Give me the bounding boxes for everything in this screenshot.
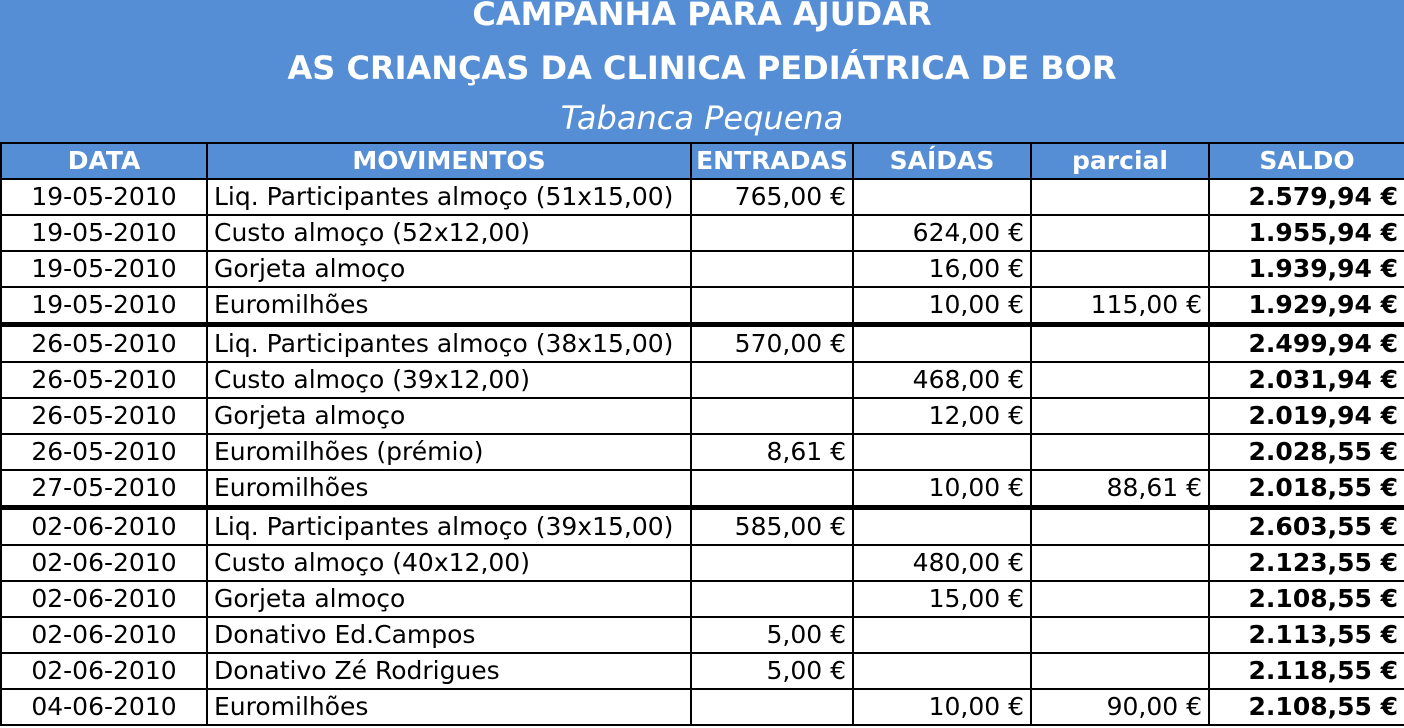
cell-parcial: [1031, 179, 1209, 215]
cell-entradas: [691, 470, 853, 508]
cell-saldo: 2.108,55 €: [1209, 581, 1404, 617]
cell-movement: Euromilhões: [207, 689, 691, 725]
cell-movement: Liq. Participantes almoço (39x15,00): [207, 508, 691, 546]
cell-movement: Custo almoço (39x12,00): [207, 362, 691, 398]
cell-entradas: 5,00 €: [691, 617, 853, 653]
cell-entradas: [691, 398, 853, 434]
cell-saldo: 2.499,94 €: [1209, 325, 1404, 363]
cell-entradas: [691, 251, 853, 287]
cell-movement: Liq. Participantes almoço (51x15,00): [207, 179, 691, 215]
title-banner: [0, 0, 1404, 142]
cell-entradas: 585,00 €: [691, 508, 853, 546]
cell-movement: Gorjeta almoço: [207, 581, 691, 617]
cell-parcial: [1031, 398, 1209, 434]
cell-movement: Custo almoço (40x12,00): [207, 545, 691, 581]
cell-saldo: 2.113,55 €: [1209, 617, 1404, 653]
cell-parcial: 88,61 €: [1031, 470, 1209, 508]
cell-date: 19-05-2010: [1, 287, 207, 325]
cell-parcial: [1031, 215, 1209, 251]
cell-date: 19-05-2010: [1, 215, 207, 251]
cell-entradas: [691, 287, 853, 325]
table-row: [1, 689, 1404, 725]
col-header-movimentos: MOVIMENTOS: [207, 143, 691, 179]
cell-movement: Gorjeta almoço: [207, 251, 691, 287]
cell-saldo: 1.955,94 €: [1209, 215, 1404, 251]
cell-saidas: [853, 653, 1031, 689]
table-row: [1, 251, 1404, 287]
cell-parcial: [1031, 581, 1209, 617]
cell-parcial: [1031, 362, 1209, 398]
table-row: [1, 434, 1404, 470]
cell-date: 19-05-2010: [1, 179, 207, 215]
cell-saidas: 624,00 €: [853, 215, 1031, 251]
cell-saidas: [853, 325, 1031, 363]
cell-saldo: 2.018,55 €: [1209, 470, 1404, 508]
cell-saidas: 10,00 €: [853, 470, 1031, 508]
cell-parcial: [1031, 325, 1209, 363]
cell-saldo: 1.939,94 €: [1209, 251, 1404, 287]
cell-saldo: 2.579,94 €: [1209, 179, 1404, 215]
cell-parcial: 90,00 €: [1031, 689, 1209, 725]
cell-entradas: [691, 689, 853, 725]
table-row: [1, 653, 1404, 689]
cell-saldo: 2.123,55 €: [1209, 545, 1404, 581]
table-row: [1, 398, 1404, 434]
cell-date: 26-05-2010: [1, 434, 207, 470]
cell-saidas: 10,00 €: [853, 287, 1031, 325]
cell-saidas: 468,00 €: [853, 362, 1031, 398]
cell-entradas: [691, 545, 853, 581]
cell-parcial: [1031, 508, 1209, 546]
cell-date: 26-05-2010: [1, 362, 207, 398]
col-header-data: DATA: [1, 143, 207, 179]
cell-movement: Liq. Participantes almoço (38x15,00): [207, 325, 691, 363]
cell-parcial: [1031, 545, 1209, 581]
cell-entradas: [691, 362, 853, 398]
ledger-table: [0, 142, 1404, 726]
table-row: [1, 179, 1404, 215]
cell-saldo: 2.019,94 €: [1209, 398, 1404, 434]
cell-saldo: 2.031,94 €: [1209, 362, 1404, 398]
cell-saidas: [853, 434, 1031, 470]
cell-saldo: 2.108,55 €: [1209, 689, 1404, 725]
table-row: [1, 362, 1404, 398]
cell-entradas: [691, 215, 853, 251]
cell-movement: Euromilhões: [207, 470, 691, 508]
cell-date: 02-06-2010: [1, 545, 207, 581]
table-row: [1, 287, 1404, 325]
col-header-saidas: SAÍDAS: [853, 143, 1031, 179]
cell-date: 27-05-2010: [1, 470, 207, 508]
cell-saldo: 2.603,55 €: [1209, 508, 1404, 546]
cell-movement: Donativo Ed.Campos: [207, 617, 691, 653]
table-row: [1, 470, 1404, 508]
cell-date: 04-06-2010: [1, 689, 207, 725]
cell-entradas: 8,61 €: [691, 434, 853, 470]
cell-date: 02-06-2010: [1, 581, 207, 617]
col-header-saldo: SALDO: [1209, 143, 1404, 179]
cell-saldo: 2.118,55 €: [1209, 653, 1404, 689]
table-row: [1, 325, 1404, 363]
cell-saidas: 16,00 €: [853, 251, 1031, 287]
cell-saldo: 2.028,55 €: [1209, 434, 1404, 470]
cell-saidas: [853, 508, 1031, 546]
col-header-entradas: ENTRADAS: [691, 143, 853, 179]
table-row: [1, 617, 1404, 653]
cell-parcial: [1031, 251, 1209, 287]
campaign-subtitle: AS CRIANÇAS DA CLINICA PEDIÁTRICA DE BOR: [287, 49, 1117, 87]
cell-movement: Custo almoço (52x12,00): [207, 215, 691, 251]
table-row: [1, 215, 1404, 251]
table-row: [1, 508, 1404, 546]
cell-entradas: [691, 581, 853, 617]
campaign-title: CAMPANHA PARA AJUDAR: [472, 0, 932, 33]
cell-saldo: 1.929,94 €: [1209, 287, 1404, 325]
cell-date: 02-06-2010: [1, 508, 207, 546]
cell-parcial: [1031, 434, 1209, 470]
cell-date: 26-05-2010: [1, 398, 207, 434]
cell-date: 02-06-2010: [1, 617, 207, 653]
cell-saidas: 480,00 €: [853, 545, 1031, 581]
cell-entradas: 5,00 €: [691, 653, 853, 689]
cell-parcial: 115,00 €: [1031, 287, 1209, 325]
table-row: [1, 545, 1404, 581]
cell-parcial: [1031, 653, 1209, 689]
header-row: [1, 143, 1404, 179]
cell-date: 26-05-2010: [1, 325, 207, 363]
cell-saidas: 15,00 €: [853, 581, 1031, 617]
cell-date: 19-05-2010: [1, 251, 207, 287]
col-header-parcial: parcial: [1031, 143, 1209, 179]
cell-movement: Donativo Zé Rodrigues: [207, 653, 691, 689]
cell-saidas: [853, 179, 1031, 215]
cell-saidas: 12,00 €: [853, 398, 1031, 434]
table-row: [1, 581, 1404, 617]
cell-saidas: [853, 617, 1031, 653]
cell-entradas: 765,00 €: [691, 179, 853, 215]
cell-saidas: 10,00 €: [853, 689, 1031, 725]
cell-parcial: [1031, 617, 1209, 653]
cell-date: 02-06-2010: [1, 653, 207, 689]
cell-movement: Euromilhões: [207, 287, 691, 325]
group-name: Tabanca Pequena: [560, 99, 844, 137]
cell-movement: Euromilhões (prémio): [207, 434, 691, 470]
cell-movement: Gorjeta almoço: [207, 398, 691, 434]
cell-entradas: 570,00 €: [691, 325, 853, 363]
